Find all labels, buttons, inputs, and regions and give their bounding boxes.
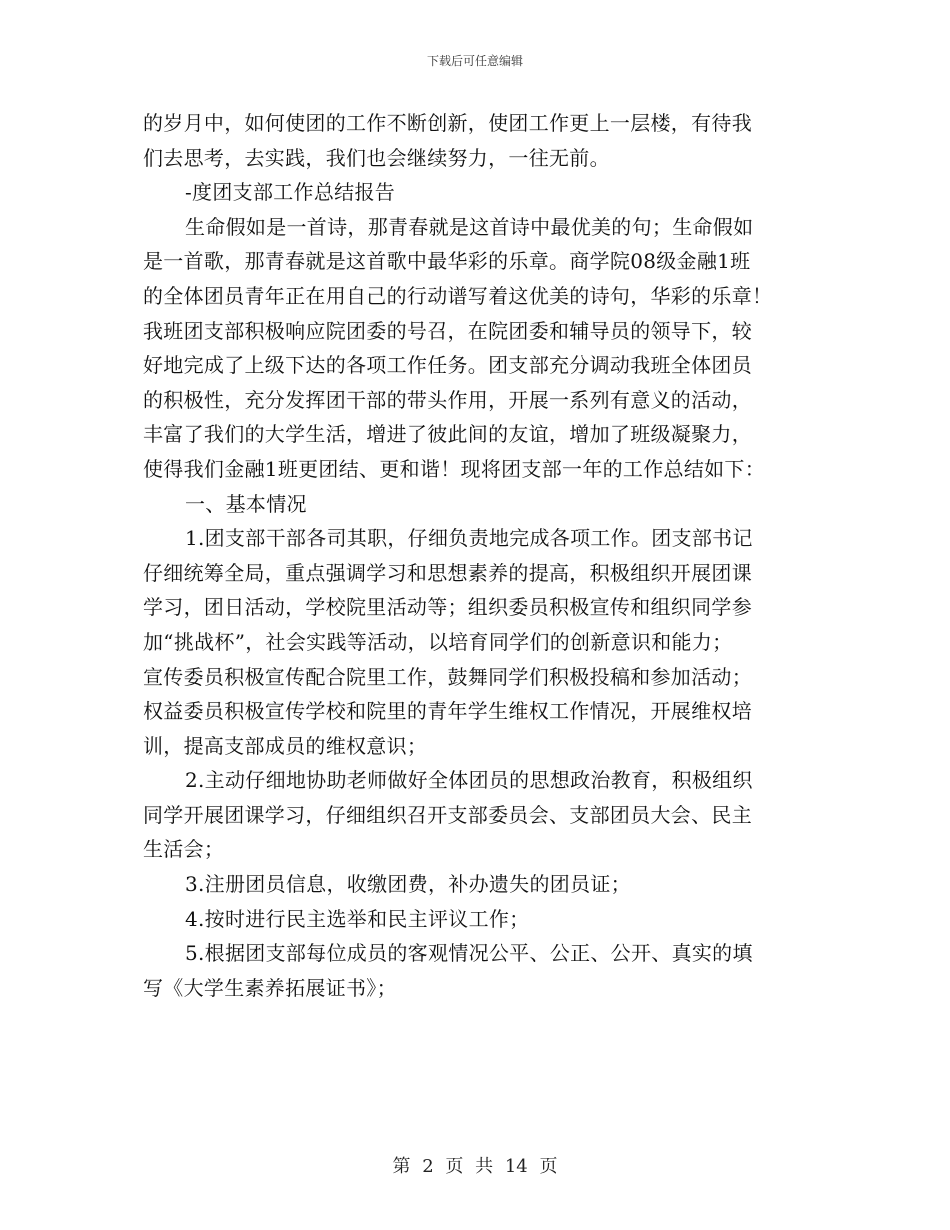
text-line: 权益委员积极宣传学校和院里的青年学生维权工作情况，开展维权培 [143, 699, 752, 724]
section-title: -度团支部工作总结报告 [185, 180, 396, 205]
text-line: 生活会； [143, 837, 225, 862]
text-line: 1.团支部干部各司其职，仔细负责地完成各项工作。团支部书记 [185, 526, 753, 551]
text-line: 同学开展团课学习，仔细组织召开支部委员会、支部团员大会、民主 [143, 802, 752, 827]
text-line: 是一首歌，那青春就是这首歌中最华彩的乐章。商学院08级金融1班 [143, 249, 751, 274]
text-line: 4.按时进行民主选举和民主评议工作； [185, 906, 530, 931]
page-number-footer: 第 2 页 共 14 页 [392, 1156, 558, 1177]
text-line: 宣传委员积极宣传配合院里工作，鼓舞同学们积极投稿和参加活动； [143, 664, 752, 689]
text-line: 生命假如是一首诗，那青春就是这首诗中最优美的句；生命假如 [185, 214, 754, 239]
text-line: 2.主动仔细地协助老师做好全体团员的思想政治教育，积极组织 [185, 768, 753, 793]
text-line: 丰富了我们的大学生活，增进了彼此间的友谊，增加了班级凝聚力， [143, 422, 752, 447]
text-line: 仔细统筹全局，重点强调学习和思想素养的提高，积极组织开展团课 [143, 560, 752, 585]
text-line: 学习，团日活动，学校院里活动等；组织委员积极宣传和组织同学参 [143, 595, 752, 620]
text-line: 的积极性，充分发挥团干部的带头作用，开展一系列有意义的活动， [143, 387, 752, 412]
text-line: 3.注册团员信息，收缴团费，补办遗失的团员证； [185, 872, 631, 897]
text-line: 好地完成了上级下达的各项工作任务。团支部充分调动我班全体团员 [143, 353, 752, 378]
text-line: 们去思考，去实践，我们也会继续努力，一往无前。 [143, 145, 610, 170]
page-header-note: 下载后可任意编辑 [426, 54, 523, 68]
text-line: 我班团支部积极响应院团委的号召，在院团委和辅导员的领导下，较 [143, 318, 752, 343]
text-line: 的全体团员青年正在用自己的行动谱写着这优美的诗句，华彩的乐章！ [143, 283, 773, 308]
text-line: 写《大学生素养拓展证书》； [143, 975, 397, 1000]
text-line: 加“挑战杯”，社会实践等活动，以培育同学们的创新意识和能力； [143, 629, 733, 654]
text-line: 使得我们金融1班更团结、更和谐！现将团支部一年的工作总结如下： [143, 456, 766, 481]
text-line: 的岁月中，如何使团的工作不断创新，使团工作更上一层楼，有待我 [143, 111, 752, 135]
section-heading: 一、基本情况 [185, 491, 307, 516]
text-line: 训，提高支部成员的维权意识； [143, 733, 428, 758]
document-body [143, 106, 811, 1005]
text-line: 5.根据团支部每位成员的客观情况公平、公正、公开、真实的填 [185, 941, 753, 966]
